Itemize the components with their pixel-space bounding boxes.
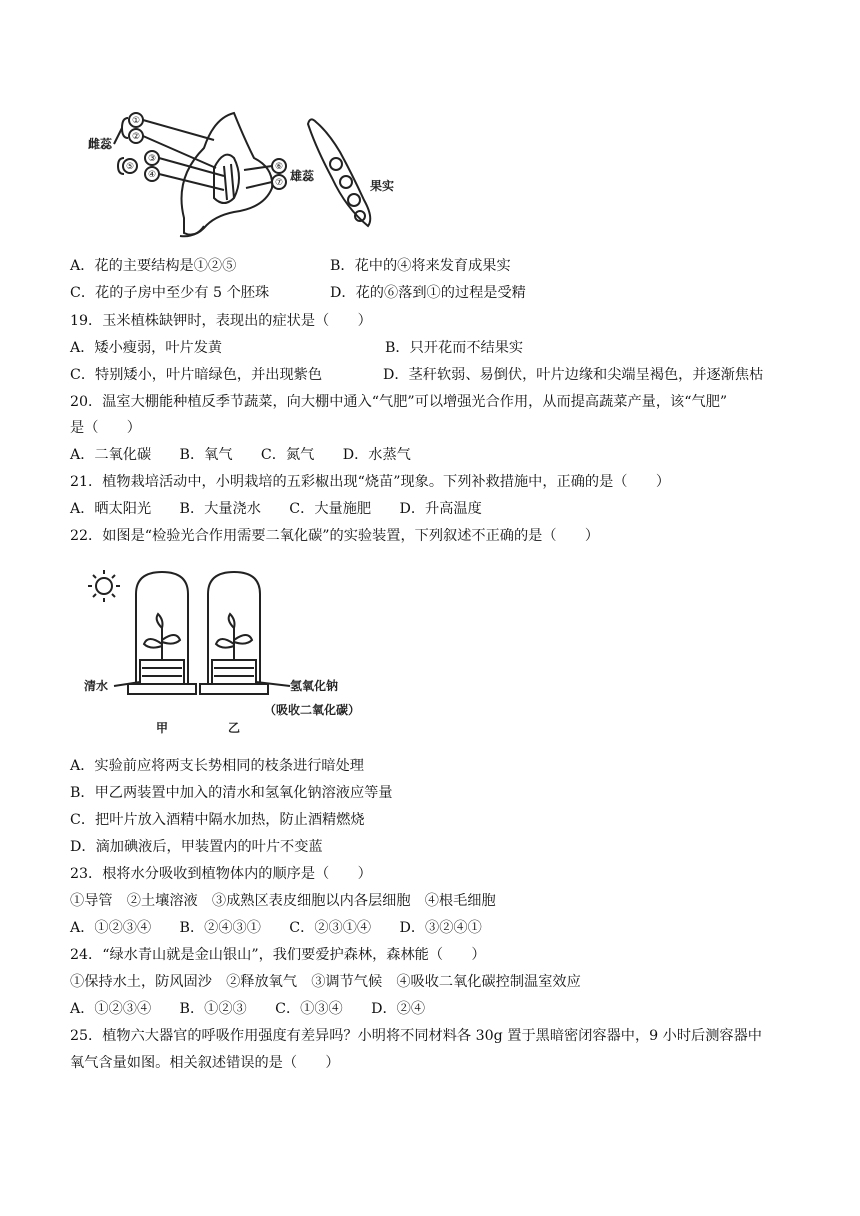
naoh-note-label: （吸收二氧化碳） — [264, 703, 361, 717]
q22-option-a: A．实验前应将两支长势相同的枝条进行暗处理 — [70, 758, 364, 774]
q22-option-d: D．滴加碘液后，甲装置内的叶片不变蓝 — [70, 839, 323, 855]
jar-yi-label: 乙 — [228, 721, 241, 735]
q24-options: A．①②③④ B．①②③ C．①③④ D．②④ — [70, 1001, 426, 1017]
label-number: ② — [131, 132, 141, 142]
label-number: ⑤ — [125, 162, 135, 172]
q19-option-c: C．特别矮小，叶片暗绿色，并出现紫色 — [70, 367, 323, 383]
water-label: 清水 — [84, 679, 109, 693]
photosynthesis-experiment-figure — [84, 564, 374, 740]
q23-stem: 23．根将水分吸收到植物体内的顺序是（ ） — [70, 866, 372, 882]
q19-option-b: B．只开花而不结果实 — [385, 340, 524, 356]
q19-option-d: D．茎秆软弱、易倒伏，叶片边缘和尖端呈褐色，并逐渐焦枯 — [383, 367, 764, 383]
q25-stem-line1: 25．植物六大器官的呼吸作用强度有差异吗？小明将不同材料各 30g 置于黑暗密闭容器中，9 小时后测容器中 — [70, 1028, 762, 1044]
q19-option-a: A．矮小瘦弱，叶片发黄 — [70, 340, 223, 356]
q25-stem-line2: 氧气含量如图。相关叙述错误的是（ ） — [70, 1055, 340, 1071]
q18-option-d: D．花的⑥落到①的过程是受精 — [330, 285, 526, 301]
q20-stem-line1: 20．温室大棚能种植反季节蔬菜，向大棚中通入“气肥”可以增强光合作用，从而提高蔬菜产量，该“气肥” — [70, 394, 728, 410]
q18-option-c: C．花的子房中至少有 5 个胚珠 — [70, 285, 270, 301]
label-number: ① — [131, 116, 141, 126]
q23-items: ①导管 ②土壤溶液 ③成熟区表皮细胞以内各层细胞 ④根毛细胞 — [70, 893, 496, 909]
q20-options: A．二氧化碳 B．氧气 C．氮气 D．水蒸气 — [70, 447, 411, 463]
q24-items: ①保持水土，防风固沙 ②释放氧气 ③调节气候 ④吸收二氧化碳控制温室效应 — [70, 974, 581, 990]
q22-option-b: B．甲乙两装置中加入的清水和氢氧化钠溶液应等量 — [70, 785, 393, 801]
naoh-label: 氢氧化钠 — [290, 679, 339, 693]
label-number: ⑥ — [274, 162, 284, 172]
q18-option-b: B．花中的④将来发育成果实 — [330, 258, 511, 274]
q22-stem: 22．如图是“检验光合作用需要二氧化碳”的实验装置，下列叙述不正确的是（ ） — [70, 528, 600, 544]
pistil-label: 雌蕊 — [88, 137, 113, 151]
q24-stem: 24．“绿水青山就是金山银山”，我们要爱护森林，森林能（ ） — [70, 947, 486, 963]
q18-option-a: A．花的主要结构是①②⑤ — [70, 258, 237, 274]
q20-stem-line2: 是（ ） — [70, 420, 141, 436]
label-number: ③ — [147, 154, 157, 164]
flower-structure-figure — [84, 108, 404, 244]
jar-jia-label: 甲 — [156, 721, 169, 735]
q21-stem: 21．植物栽培活动中，小明栽培的五彩椒出现“烧苗”现象。下列补救措施中，正确的是（ ） — [70, 474, 671, 490]
q22-option-c: C．把叶片放入酒精中隔水加热，防止酒精燃烧 — [70, 812, 365, 828]
label-number: ⑦ — [274, 178, 284, 188]
q19-stem: 19．玉米植株缺钾时，表现出的症状是（ ） — [70, 313, 372, 329]
label-number: ④ — [147, 170, 157, 180]
q23-options: A．①②③④ B．②④③① C．②③①④ D．③②④① — [70, 920, 482, 936]
q21-options: A．晒太阳光 B．大量浇水 C．大量施肥 D．升高温度 — [70, 501, 482, 517]
stamen-label: 雄蕊 — [290, 169, 315, 183]
fruit-label: 果实 — [370, 179, 395, 193]
